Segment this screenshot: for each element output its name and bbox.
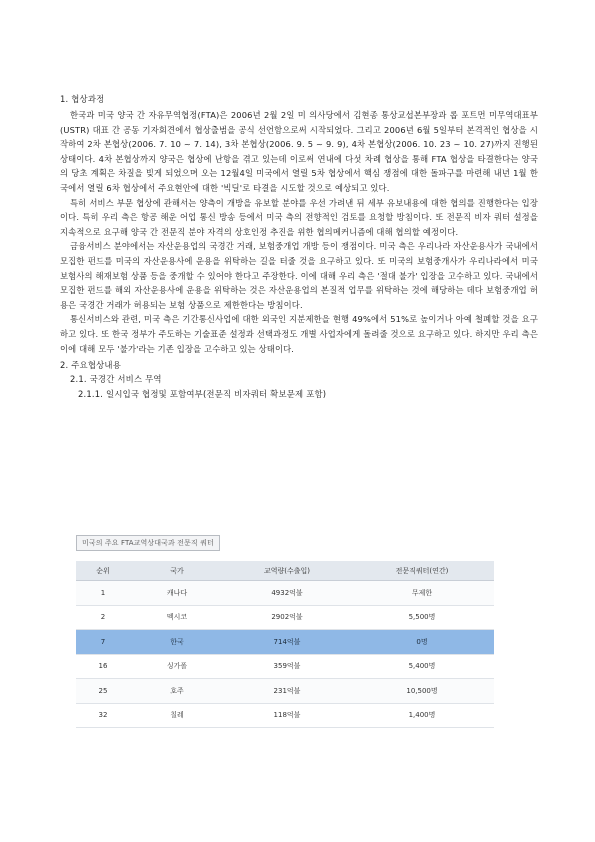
section-heading-negotiation-process: 1. 협상과정 <box>60 94 105 104</box>
cell-country: 캐나다 <box>130 581 224 606</box>
section-heading-main-contents: 2. 주요협상내용 <box>60 360 121 371</box>
table-row <box>76 703 494 728</box>
cell-country: 싱가폴 <box>130 654 224 679</box>
cell-quota: 0명 <box>350 630 494 655</box>
paragraph-2: 특히 서비스 부문 협상에 관해서는 양측이 개방을 유보할 분야를 우선 가려낸 뒤 세부 유보내용에 대한 협의를 진행한다는 입장이다. 특히 우리 측은 항공 해운 어업 통신 방송 등에서 미국 측의 전향적인 검토를 요청할 방침이다. 또 전문직 비자 쿼터 설정을 지속적으로 요구해 양국 간 전문직 분야 자격의 상호인정 추진을 위한 협의메커니즘에 대해 협의할 예정이다. <box>60 197 538 237</box>
cell-trade: 4932억불 <box>224 581 350 606</box>
cell-rank: 32 <box>76 703 130 728</box>
cell-trade: 359억불 <box>224 654 350 679</box>
cell-quota: 10,500명 <box>350 679 494 704</box>
cell-country: 멕시코 <box>130 605 224 630</box>
paragraph-3: 금융서비스 분야에서는 자산운용업의 국경간 거래, 보험중개업 개방 등이 쟁점이다. 미국 측은 우리나라 자산운용사가 국내에서 모집한 펀드를 미국의 자산운용사에 운용을 위탁하는 길을 터줄 것을 요구하고 있다. 또 미국의 보험중개사가 우리나라에서 미국 보험사의 해재보험 상품 등을 중개할 수 있어야 한다고 주장한다. 이에 대해 우리 측은 '절대 불가' 입장을 고수하고 있다. 국내에서 모집한 펀드를 해외 자산운용사에 운용을 위탁하는 것은 자산운용업의 본질적 업무를 위탁하는 것에 해당하는 데다 보험중개업 허용은 국경간 거래가 허용되는 보험 상품으로 제한한다는 방침이다. <box>60 241 538 310</box>
paragraph-1: 한국과 미국 양국 간 자유무역협정(FTA)은 2006년 2월 2일 미 의사당에서 김현종 통상교섭본부장과 롭 포트먼 미무역대표부(USTR) 대표 간 공동 기자회견에서 협상출범을 공식 선언함으로써 시작되었다. 그리고 2006년 6월 5일부터 본격적인 협상을 시작하여 2차 본협상(2006. 7. 10 ~ 7. 14), 3차 본협상(2006. 9. 5 ~ 9. 9), 4차 본협상(2006. 10. 23 ~ 10. 27)까지 진행된 상태이다. 4차 본협상까지 양국은 협상에 난항을 겪고 있는데 이로써 연내에 다섯 차례 협상을 통해 FTA 협상을 타결한다는 양국의 당초 계획은 차질을 빚게 되었으며 오는 12월4일 미국에서 열릴 5차 협상에서 핵심 쟁점에 대한 돌파구를 마련해 내년 1월 한국에서 열릴 6차 협상에서 주요현안에 대한 '빅딜'로 타결을 시도할 것으로 예상되고 있다. <box>60 110 538 193</box>
paragraph-4: 통신서비스와 관련, 미국 측은 기간통신사업에 대한 외국인 지분제한을 현행 49%에서 51%로 높이거나 아예 철폐할 것을 요구하고 있다. 또 한국 정부가 주도하는 기술표준 설정과 선택과정도 개별 사업자에게 돌려줄 것으로 요구하고 있다. 하지만 우리 측은 이에 대해 모두 '불가'라는 기존 입장을 고수하고 있는 상태이다. <box>60 314 538 354</box>
cell-rank: 16 <box>76 654 130 679</box>
cell-quota: 무제한 <box>350 581 494 606</box>
table-row-highlighted <box>76 630 494 655</box>
table-row <box>76 679 494 704</box>
subsection-heading: 2.1. 국경간 서비스 무역 <box>70 374 162 385</box>
cell-rank: 1 <box>76 581 130 606</box>
table-row <box>76 654 494 679</box>
document-body <box>60 92 538 401</box>
column-header-quota: 전문직쿼터(연간) <box>350 561 494 581</box>
column-header-trade: 교역량(수출입) <box>224 561 350 581</box>
table-row <box>76 605 494 630</box>
cell-trade: 231억불 <box>224 679 350 704</box>
cell-country: 호주 <box>130 679 224 704</box>
cell-quota: 5,400명 <box>350 654 494 679</box>
column-header-country: 국가 <box>130 561 224 581</box>
cell-country: 칠레 <box>130 703 224 728</box>
table-header-row <box>76 561 494 581</box>
cell-rank: 25 <box>76 679 130 704</box>
cell-rank: 7 <box>76 630 130 655</box>
quota-table-figure <box>76 530 494 728</box>
cell-rank: 2 <box>76 605 130 630</box>
cell-quota: 1,400명 <box>350 703 494 728</box>
cell-trade: 118억불 <box>224 703 350 728</box>
table-row <box>76 581 494 606</box>
column-header-rank: 순위 <box>76 561 130 581</box>
cell-trade: 2902억불 <box>224 605 350 630</box>
subsubsection-heading: 2.1.1. 일시입국 협정및 포함여부(전문직 비자쿼터 확보문제 포함) <box>78 389 327 400</box>
quota-table <box>76 561 494 728</box>
cell-trade: 714억불 <box>224 630 350 655</box>
cell-country: 한국 <box>130 630 224 655</box>
cell-quota: 5,500명 <box>350 605 494 630</box>
figure-caption: 미국의 주요 FTA교역상대국과 전문직 쿼터 <box>76 535 220 551</box>
